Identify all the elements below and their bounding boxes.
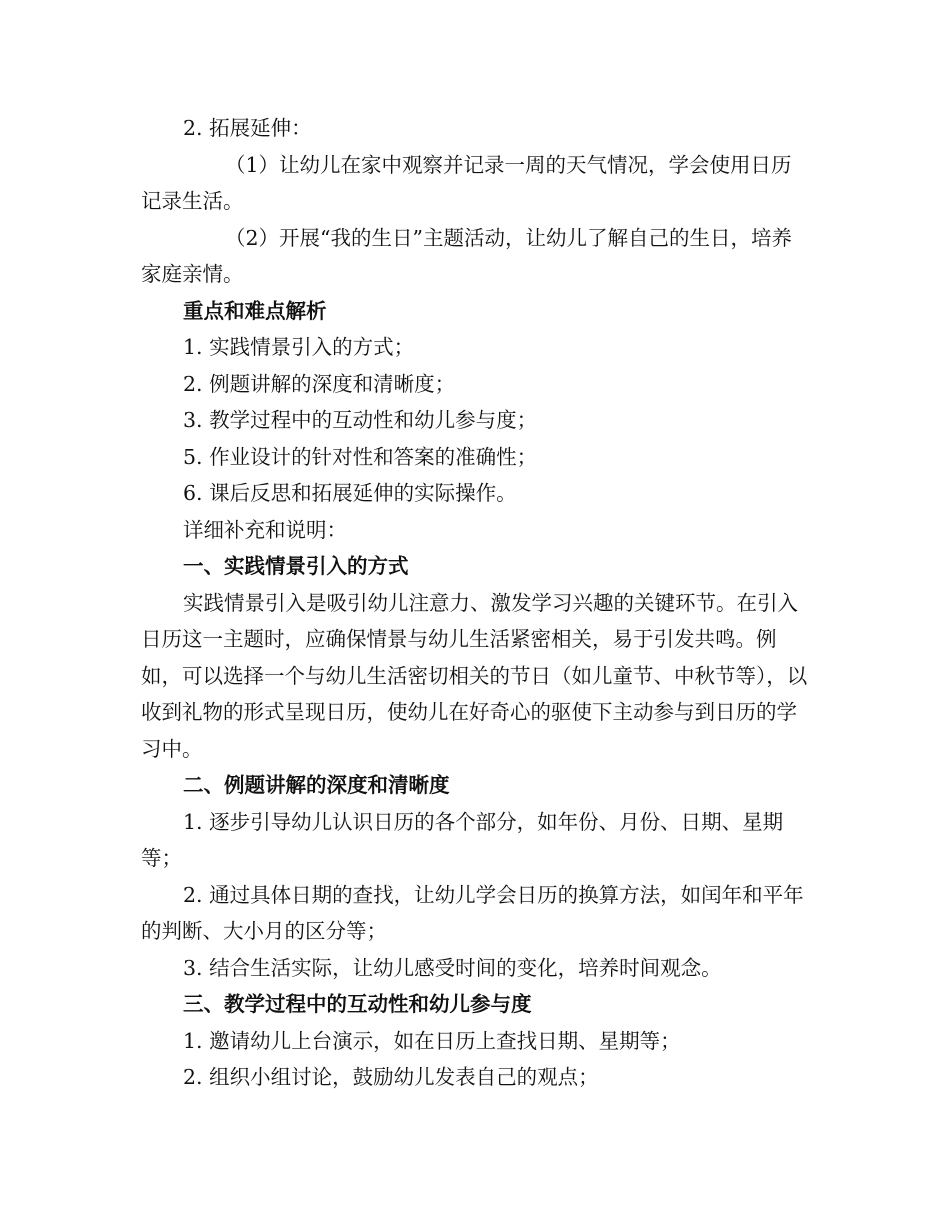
section-list-item: 1. 邀请幼儿上台演示，如在日历上查找日期、星期等； — [183, 1028, 681, 1053]
extension-item: （2）开展“我的生日”主题活动，让幼儿了解自己的生日，培养家庭亲情。 — [141, 225, 793, 286]
key-points-heading: 重点和难点解析 — [183, 298, 327, 323]
section-list-item: 2. 通过具体日期的查找，让幼儿学会日历的换算方法，如闰年和平年的判断、大小月的区分等； — [141, 882, 804, 943]
section-heading: 三、教学过程中的互动性和幼儿参与度 — [183, 992, 532, 1016]
key-point-item: 5. 作业设计的针对性和答案的准确性； — [183, 444, 538, 469]
section-paragraph: 实践情景引入是吸引幼儿注意力、激发学习兴趣的关键环节。在引入日历这一主题时，应确保情景与幼儿生活紧密相关，易于引发共鸣。例如，可以选择一个与幼儿生活密切相关的节日（如儿童节、中秋节等），以收到礼物的形式呈现日历，使幼儿在好奇心的驱使下主动参与到日历的学习中。 — [141, 590, 808, 761]
section-list-item: 1. 逐步引导幼儿认识日历的各个部分，如年份、月份、日期、星期等； — [141, 809, 784, 870]
extension-heading: 2. 拓展延伸： — [183, 116, 312, 140]
key-point-item: 6. 课后反思和拓展延伸的实际操作。 — [183, 481, 517, 505]
key-point-item: 1. 实践情景引入的方式； — [183, 335, 415, 359]
key-point-item: 2. 例题讲解的深度和清晰度； — [183, 371, 456, 396]
key-point-item: 3. 教学过程中的互动性和幼儿参与度； — [183, 408, 538, 432]
supplement-label: 详细补充和说明： — [183, 517, 347, 542]
document-body — [141, 110, 809, 1096]
extension-item: （1）让幼儿在家中观察并记录一周的天气情况，学会使用日历记录生活。 — [141, 152, 792, 213]
section-heading: 二、例题讲解的深度和清晰度 — [183, 773, 450, 797]
section-list-item: 3. 结合生活实际，让幼儿感受时间的变化，培养时间观念。 — [183, 955, 722, 980]
section-list-item: 2. 组织小组讨论，鼓励幼儿发表自己的观点； — [183, 1065, 599, 1089]
section-heading: 一、实践情景引入的方式 — [183, 554, 409, 578]
